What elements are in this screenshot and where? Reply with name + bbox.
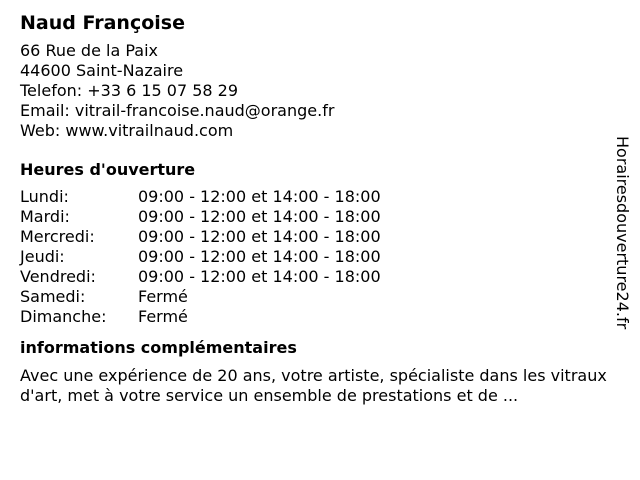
hours-value: 09:00 - 12:00 et 14:00 - 18:00 (138, 207, 381, 226)
address-street: 66 Rue de la Paix (20, 41, 158, 60)
hours-day: Lundi: (20, 187, 69, 206)
hours-value: Fermé (138, 287, 188, 306)
hours-value: 09:00 - 12:00 et 14:00 - 18:00 (138, 227, 381, 246)
hours-row-vendredi (20, 267, 610, 287)
hours-day: Mercredi: (20, 227, 95, 246)
hours-day: Jeudi: (20, 247, 65, 266)
web-line: Web: www.vitrailnaud.com (20, 121, 234, 140)
business-card (20, 10, 610, 406)
email-line: Email: vitrail-francoise.naud@orange.fr (20, 101, 335, 120)
hours-day: Mardi: (20, 207, 70, 226)
additional-info-heading: informations complémentaires (20, 338, 297, 357)
address-city: 44600 Saint-Nazaire (20, 61, 184, 80)
hours-value: 09:00 - 12:00 et 14:00 - 18:00 (138, 247, 381, 266)
opening-hours-heading: Heures d'ouverture (20, 160, 196, 179)
hours-row-jeudi (20, 247, 610, 267)
hours-day: Samedi: (20, 287, 86, 306)
business-name: Naud Françoise (20, 12, 185, 34)
opening-hours-table (20, 187, 610, 327)
additional-info-text: Avec une expérience de 20 ans, votre artiste, spécialiste dans les vitraux d'art, met à votre service un ensemble de prestations et de ... (20, 366, 607, 405)
hours-day: Vendredi: (20, 267, 96, 286)
hours-day: Dimanche: (20, 307, 107, 326)
hours-value: 09:00 - 12:00 et 14:00 - 18:00 (138, 267, 381, 286)
hours-value: Fermé (138, 307, 188, 326)
hours-row-mercredi (20, 227, 610, 247)
hours-row-dimanche (20, 307, 610, 327)
hours-row-samedi (20, 287, 610, 307)
site-watermark: Horairesdouverture24.fr (613, 136, 632, 330)
hours-row-mardi (20, 207, 610, 227)
hours-row-lundi (20, 187, 610, 207)
phone-line: Telefon: +33 6 15 07 58 29 (20, 81, 239, 100)
contact-block (20, 41, 610, 141)
hours-value: 09:00 - 12:00 et 14:00 - 18:00 (138, 187, 381, 206)
